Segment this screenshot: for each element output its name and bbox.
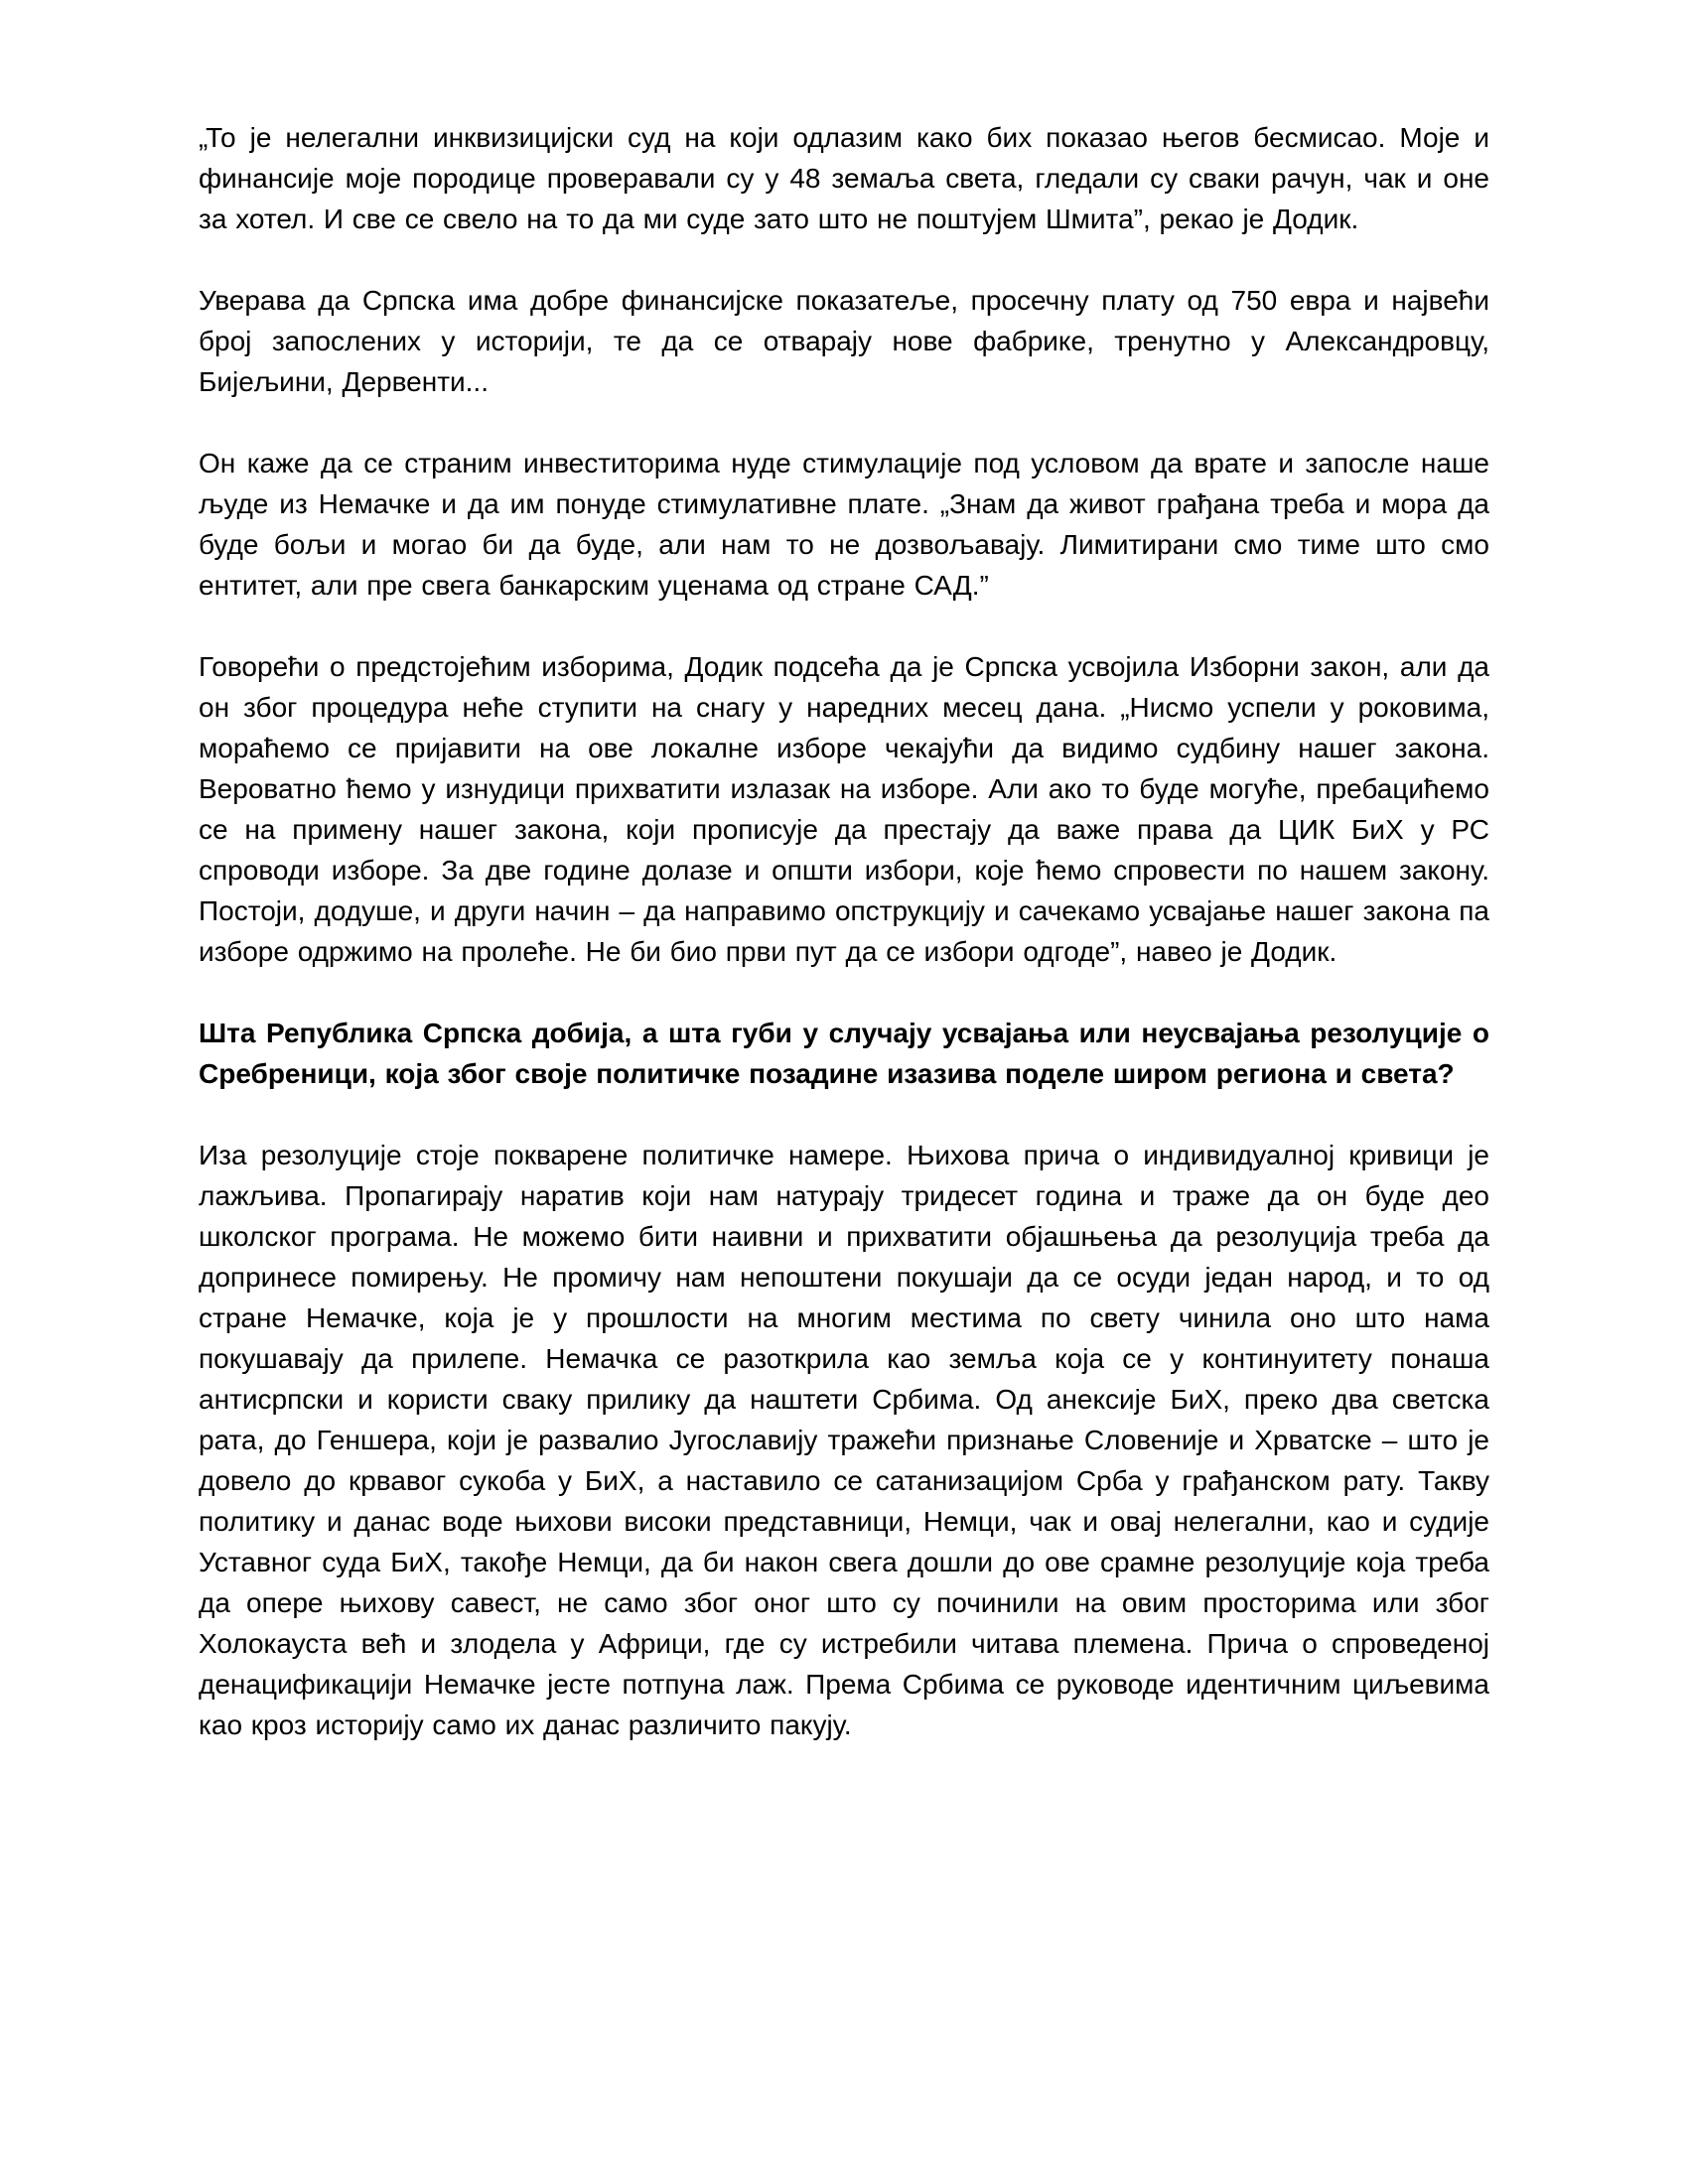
- paragraph-resolution-answer: Иза резолуције стоје покварене политичке намере. Њихова прича о индивидуалној кривици је лажљива. Пропагирају наратив који нам натурају тридесет година и траже да он буде део школског програма. Не можемо бити наивни и прихватити објашњења да резолуција треба да допринесе помирењу. Не промичу нам непоштени покушаји да се осуди један народ, и то од стране Немачке, која је у прошлости на многим местима по свету чинила оно што нама покушавају да прилепе. Немачка се разоткрила као земља која се у континуитету понаша антисрпски и користи сваку прилику да наштети Србима. Од анексије БиХ, преко два светска рата, до Геншера, који је развалио Југославију тражећи признање Словеније и Хрватске – што је довело до крвавог сукоба у БиХ, а наставило се сатанизацијом Срба у грађанском рату. Такву политику и данас воде њихови високи представници, Немци, чак и овај нелегални, као и судије Уставног суда БиХ, такође Немци, да би након свега дошли до ове срамне резолуције која треба да опере њихову савест, не само због оног што су починили на овим просторима или због Холокауста већ и злодела у Африци, где су истребили читава племена. Прича о спроведеној денацификацији Немачке јесте потпуна лаж. Према Србима се руководе идентичним циљевима као кроз историју само их данас различито пакују.: [199, 1140, 1489, 1740]
- paragraph-economy: Уверава да Српска има добре финансијске показатеље, просечну плату од 750 евра и највећи број запослених у историји, те да се отварају нове фабрике, тренутно у Александровцу, Бијељини, Дервенти...: [199, 285, 1489, 397]
- paragraph-elections: Говорећи о предстојећим изборима, Додик подсећа да је Српска усвојила Изборни закон, али да он због процедура неће ступити на снагу у наредних месец дана. „Нисмо успели у роковима, мораћемо се пријавити на ове локалне изборе чекајући да видимо судбину нашег закона. Вероватно ћемо у изнудици прихватити излазак на изборе. Али ако то буде могуће, пребацићемо се на примену нашег закона, који прописује да престају да важе права да ЦИК БиХ у РС спроводи изборе. За две године долазе и општи избори, које ћемо спровести по нашем закону. Постоји, додуше, и други начин – да направимо опструкцију и сачекамо усвајање нашег закона па изборе одржимо на пролеће. Не би био први пут да се избори одгоде”, навео је Додик.: [199, 651, 1489, 967]
- interview-question-paragraph: Шта Република Српска добија, а шта губи у случају усвајања или неусвајања резолуције о Сребреници, која због своје политичке позадине изазива поделе широм региона и света?: [199, 1018, 1489, 1089]
- paragraph-investors: Он каже да се страним инвеститорима нуде стимулације под условом да врате и запосле наше људе из Немачке и да им понуде стимулативне плате. „Знам да живот грађана треба и мора да буде бољи и могао би да буде, али нам то не дозвољавају. Лимитирани смо тиме што смо ентитет, али пре свега банкарским уценама од стране САД.”: [199, 448, 1489, 601]
- quote-paragraph-dodik-court: „То је нелегални инквизицијски суд на који одлазим како бих показао његов бесмисао. Моје и финансије моје породице проверавали су у 48 земаља света, гледали су сваки рачун, чак и оне за хотел. И све се свело на то да ми суде зато што не поштујем Шмита”, рекао је Додик.: [199, 122, 1489, 234]
